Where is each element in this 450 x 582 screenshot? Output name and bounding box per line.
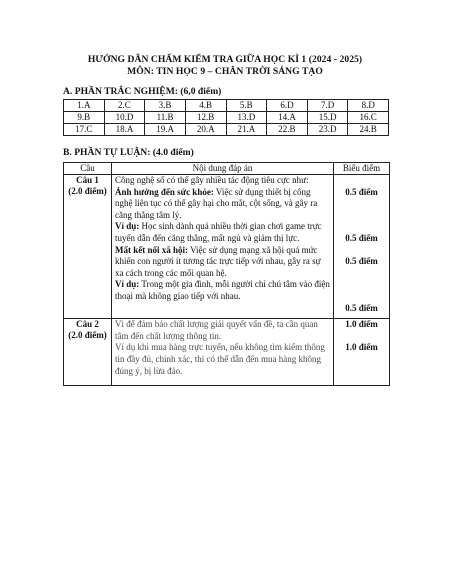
answer-cell: 10.D (104, 112, 145, 124)
q2-text-2: Ví dụ khi mua hàng trực tuyến, nếu không tìm kiếm thông tin đầy đủ, chính xác, thì có thể dẫn đến mua hàng không đúng ý, bị lừa đảo. (115, 342, 325, 376)
q1-score-4: 0.5 điểm (345, 302, 378, 313)
q1-health-paragraph (115, 187, 330, 222)
question-2-scores (334, 319, 390, 386)
question-1-points: (2.0 điểm) (68, 186, 107, 196)
answer-row (64, 112, 389, 124)
document-subtitle: MÔN: TIN HỌC 9 – CHÂN TRỜI SÁNG TẠO (127, 66, 323, 77)
question-2-label: Câu 2 (76, 319, 99, 330)
answer-cell: 16.C (348, 112, 389, 124)
essay-answer-table (63, 162, 390, 386)
q1-social-paragraph (115, 245, 330, 280)
column-header-content: Nội dung đáp án (112, 163, 334, 175)
answer-cell: 7.D (307, 100, 348, 112)
answer-cell: 5.B (226, 100, 267, 112)
multiple-choice-answer-table (63, 99, 389, 136)
answer-cell: 22.B (267, 124, 308, 136)
q1-score-2: 0.5 điểm (345, 232, 378, 243)
answer-cell: 20.A (185, 124, 226, 136)
section-a-heading: A. PHẦN TRẮC NGHIỆM: (6,0 điểm) (63, 86, 222, 97)
q1-intro: Công nghệ số có thể gây nhiều tác động tiêu cực như: (115, 175, 309, 185)
column-header-score: Biểu điểm (334, 163, 390, 175)
answer-cell: 12.B (185, 112, 226, 124)
q1-score-3: 0.5 điểm (345, 256, 378, 267)
answer-cell: 18.A (104, 124, 145, 136)
question-1-label: Câu 1 (76, 175, 99, 185)
answer-cell: 14.A (267, 112, 308, 124)
answer-cell: 13.D (226, 112, 267, 124)
essay-header-row (64, 163, 390, 175)
answer-cell: 17.C (64, 124, 105, 136)
answer-cell: 2.C (104, 100, 145, 112)
question-1-row (64, 175, 390, 319)
q1-example-1 (115, 221, 330, 244)
answer-cell: 8.D (348, 100, 389, 112)
section-b-heading: B. PHẦN TỰ LUẬN: (4.0 điểm) (63, 147, 194, 158)
answer-cell: 15.D (307, 112, 348, 124)
q1-example-2-label: Ví dụ: (115, 279, 140, 290)
answer-cell: 11.B (145, 112, 186, 124)
q1-social-title: Mất kết nối xã hội: (115, 244, 188, 255)
question-2-row (64, 319, 390, 386)
q2-score-2: 1.0 điểm (345, 342, 378, 353)
answer-row (64, 100, 389, 112)
q1-score-1: 0.5 điểm (345, 186, 378, 197)
answer-cell: 1.A (64, 100, 105, 112)
answer-cell: 23.D (307, 124, 348, 136)
answer-cell: 4.B (185, 100, 226, 112)
q1-example-2 (115, 279, 330, 302)
q1-health-title: Ảnh hưởng đến sức khỏe: (115, 186, 214, 197)
answer-cell: 9.B (64, 112, 105, 124)
answer-cell: 3.B (145, 100, 186, 112)
question-1-scores (334, 175, 390, 319)
q2-text-1: Vì để đảm bảo chất lượng giải quyết vấn đề, ta cần quan tâm đến chất lượng thông tin. (115, 319, 318, 341)
q1-social-text: Việc sử dụng mạng xã hội quá mức khiến con người ít tương tác trực tiếp với nhau, gây ra sự xa cách trong các mối quan hệ. (115, 244, 321, 278)
q1-example-1-text: Học sinh dành quá nhiều thời gian chơi game trực tuyến dẫn đến căng thẳng, mất ngủ và giảm thị lực. (115, 221, 322, 243)
question-1-label-cell (64, 175, 112, 319)
answer-cell: 6.D (267, 100, 308, 112)
question-2-points: (2.0 điểm) (68, 330, 107, 341)
answer-cell: 21.A (226, 124, 267, 136)
q1-example-1-label: Ví dụ: (115, 221, 140, 232)
answer-cell: 24.B (348, 124, 389, 136)
question-2-content (112, 319, 334, 386)
q1-health-text: Việc sử dụng thiết bị công nghệ liên tục có thể gây hại cho mắt, cột sống, và gây ra căng thẳng tâm lý. (115, 186, 318, 220)
document-title: HƯỚNG DẪN CHẤM KIỂM TRA GIỮA HỌC KÌ 1 (2024 - 2025) (87, 54, 363, 65)
answer-cell: 19.A (145, 124, 186, 136)
column-header-question: Câu (64, 163, 112, 175)
answer-row (64, 124, 389, 136)
question-1-content (112, 175, 334, 319)
question-2-label-cell (64, 319, 112, 386)
q2-score-1: 1.0 điểm (345, 319, 378, 330)
q1-example-2-text: Trong một gia đình, mỗi người chỉ chú tâm vào điện thoại mà không giao tiếp với nhau. (115, 279, 330, 301)
